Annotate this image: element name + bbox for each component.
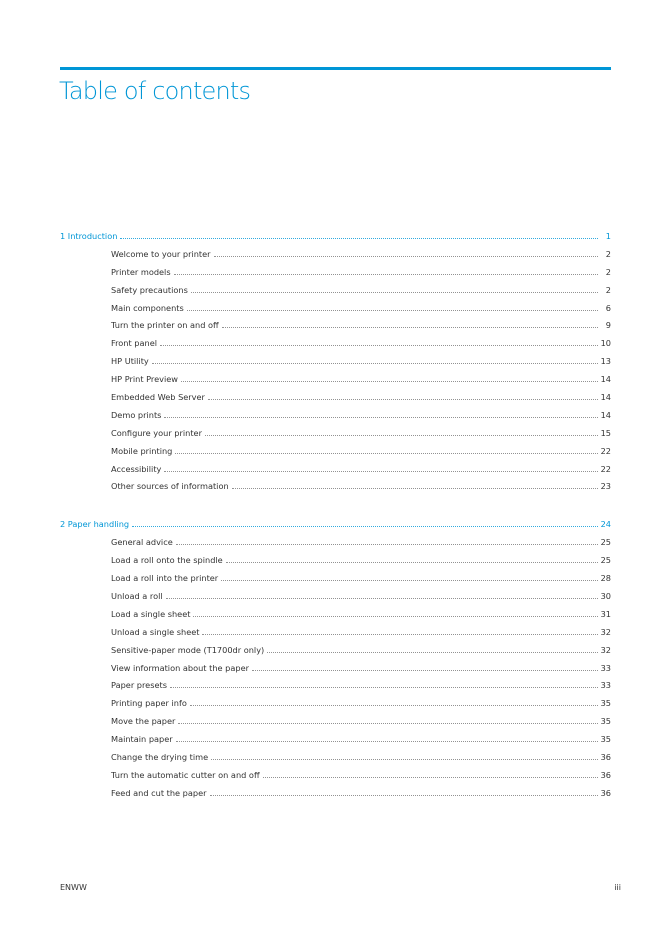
toc-entry-link[interactable] xyxy=(111,301,611,313)
toc-entry-link[interactable] xyxy=(111,678,611,690)
toc-entry-label: Load a roll into the printer xyxy=(111,573,219,584)
toc-entry-page: 28 xyxy=(600,573,611,584)
toc-section xyxy=(60,517,611,797)
dot-leader xyxy=(176,741,598,742)
toc-chapter-label: 1 Introduction xyxy=(60,231,118,241)
toc-entry-label: Safety precautions xyxy=(111,284,188,295)
dot-leader xyxy=(120,238,598,239)
footer-page-number: iii xyxy=(614,883,621,892)
dot-leader xyxy=(222,327,598,328)
toc-entry-label: Unload a roll xyxy=(111,591,163,602)
toc-entry-link[interactable] xyxy=(111,553,611,565)
toc-entry-link[interactable] xyxy=(111,462,611,474)
toc-entry-page: 33 xyxy=(600,662,611,673)
dot-leader xyxy=(176,544,598,545)
toc-entry-label: Move the paper xyxy=(111,716,176,727)
dot-leader xyxy=(214,256,598,257)
toc-entry-page: 15 xyxy=(600,427,611,438)
toc-entry-page: 2 xyxy=(605,248,611,259)
dot-leader xyxy=(174,274,598,275)
dot-leader xyxy=(263,777,598,778)
dot-leader xyxy=(164,417,597,418)
toc-entry-link[interactable] xyxy=(111,732,611,744)
toc-entry-page: 36 xyxy=(600,769,611,780)
toc-entry-label: Paper presets xyxy=(111,680,167,691)
toc-entry-page: 31 xyxy=(600,608,611,619)
toc-entry-label: Other sources of information xyxy=(111,481,229,492)
toc-entry-link[interactable] xyxy=(111,714,611,726)
dot-leader xyxy=(210,795,598,796)
dot-leader xyxy=(211,759,597,760)
toc-entry-page: 13 xyxy=(600,356,611,367)
toc-entry-link[interactable] xyxy=(111,283,611,295)
toc-entry-link[interactable] xyxy=(111,354,611,366)
dot-leader xyxy=(152,363,598,364)
toc-entry-label: Front panel xyxy=(111,338,158,349)
toc-entry-link[interactable] xyxy=(111,571,611,583)
toc-chapter-link[interactable] xyxy=(60,517,611,529)
toc-entry-link[interactable] xyxy=(111,426,611,438)
toc-entry-link[interactable] xyxy=(111,750,611,762)
dot-leader xyxy=(187,310,598,311)
toc-entry-page: 32 xyxy=(600,644,611,655)
toc-chapter-page: 1 xyxy=(605,231,611,241)
dot-leader xyxy=(160,345,598,346)
dot-leader xyxy=(175,453,597,454)
toc-entry-page: 22 xyxy=(600,445,611,456)
toc-entry-link[interactable] xyxy=(111,444,611,456)
table-of-contents xyxy=(60,229,611,824)
toc-entry-link[interactable] xyxy=(111,372,611,384)
toc-entry-page: 14 xyxy=(600,409,611,420)
toc-entry-label: Maintain paper xyxy=(111,734,173,745)
toc-entry-label: Turn the automatic cutter on and off xyxy=(111,769,260,780)
toc-entry-page: 22 xyxy=(600,463,611,474)
toc-entry-page: 2 xyxy=(605,284,611,295)
toc-entry-page: 25 xyxy=(600,537,611,548)
toc-entry-link[interactable] xyxy=(111,768,611,780)
toc-section xyxy=(60,229,611,491)
dot-leader xyxy=(178,723,597,724)
toc-entry-link[interactable] xyxy=(111,535,611,547)
dot-leader xyxy=(193,616,597,617)
toc-chapter-label: 2 Paper handling xyxy=(60,519,130,530)
toc-entry-page: 10 xyxy=(600,338,611,349)
toc-entry-page: 9 xyxy=(605,320,611,331)
toc-entry-label: General advice xyxy=(111,537,173,548)
page-title: Table of contents xyxy=(59,77,251,105)
dot-leader xyxy=(232,488,598,489)
dot-leader xyxy=(226,562,598,563)
dot-leader xyxy=(170,687,598,688)
toc-entry-label: HP Utility xyxy=(111,356,149,367)
toc-entry-page: 6 xyxy=(605,302,611,313)
toc-entry-link[interactable] xyxy=(111,661,611,673)
toc-entry-link[interactable] xyxy=(111,607,611,619)
toc-entry-page: 36 xyxy=(600,787,611,798)
toc-entry-label: Embedded Web Server xyxy=(111,392,205,403)
toc-entry-label: Turn the printer on and off xyxy=(111,320,219,331)
dot-leader xyxy=(191,292,598,293)
toc-entry-label: Load a roll onto the spindle xyxy=(111,555,223,566)
toc-entry-page: 14 xyxy=(600,374,611,385)
toc-entry-page: 32 xyxy=(600,626,611,637)
dot-leader xyxy=(181,381,598,382)
toc-entry-link[interactable] xyxy=(111,786,611,798)
toc-entry-label: Main components xyxy=(111,302,184,313)
toc-entry-page: 30 xyxy=(600,591,611,602)
dot-leader xyxy=(208,399,598,400)
toc-entry-label: Change the drying time xyxy=(111,752,209,763)
footer-left-label: ENWW xyxy=(60,883,87,892)
toc-entry-page: 35 xyxy=(600,698,611,709)
toc-entry-page: 25 xyxy=(600,555,611,566)
toc-entry-page: 2 xyxy=(605,266,611,277)
toc-entry-link[interactable] xyxy=(111,643,611,655)
toc-entry-label: Load a single sheet xyxy=(111,608,191,619)
toc-entry-link[interactable] xyxy=(111,625,611,637)
toc-entry-label: View information about the paper xyxy=(111,662,249,673)
toc-entry-label: Configure your printer xyxy=(111,427,202,438)
toc-chapter-page: 24 xyxy=(600,519,611,530)
toc-entry-page: 36 xyxy=(600,752,611,763)
toc-entry-label: Unload a single sheet xyxy=(111,626,200,637)
toc-entry-page: 14 xyxy=(600,392,611,403)
toc-entry-link[interactable] xyxy=(111,247,611,259)
toc-entry-link[interactable] xyxy=(111,589,611,601)
toc-entry-page: 33 xyxy=(600,680,611,691)
toc-chapter-link[interactable] xyxy=(60,229,611,241)
toc-entry-label: Printing paper info xyxy=(111,698,187,709)
toc-entry-label: HP Print Preview xyxy=(111,374,179,385)
toc-entry-label: Sensitive-paper mode (T1700dr only) xyxy=(111,644,265,655)
toc-entry-link[interactable] xyxy=(111,336,611,348)
toc-entry-page: 35 xyxy=(600,734,611,745)
dot-leader xyxy=(267,652,597,653)
dot-leader xyxy=(164,471,597,472)
toc-entry-link[interactable] xyxy=(111,408,611,420)
header-rule xyxy=(60,67,611,70)
toc-entry-label: Accessibility xyxy=(111,463,162,474)
toc-entry-label: Feed and cut the paper xyxy=(111,787,207,798)
toc-entry-link[interactable] xyxy=(111,390,611,402)
dot-leader xyxy=(202,634,597,635)
dot-leader xyxy=(252,670,598,671)
toc-entry-link[interactable] xyxy=(111,696,611,708)
dot-leader xyxy=(221,580,597,581)
dot-leader xyxy=(205,435,598,436)
toc-entry-page: 35 xyxy=(600,716,611,727)
dot-leader xyxy=(190,705,598,706)
toc-entry-label: Welcome to your printer xyxy=(111,248,211,259)
toc-entry-link[interactable] xyxy=(111,479,611,491)
dot-leader xyxy=(166,598,598,599)
toc-entry-link[interactable] xyxy=(111,265,611,277)
toc-entry-label: Printer models xyxy=(111,266,171,277)
toc-entry-link[interactable] xyxy=(111,318,611,330)
dot-leader xyxy=(132,526,597,527)
toc-entry-page: 23 xyxy=(600,481,611,492)
toc-entry-label: Demo prints xyxy=(111,409,162,420)
toc-entry-label: Mobile printing xyxy=(111,445,173,456)
